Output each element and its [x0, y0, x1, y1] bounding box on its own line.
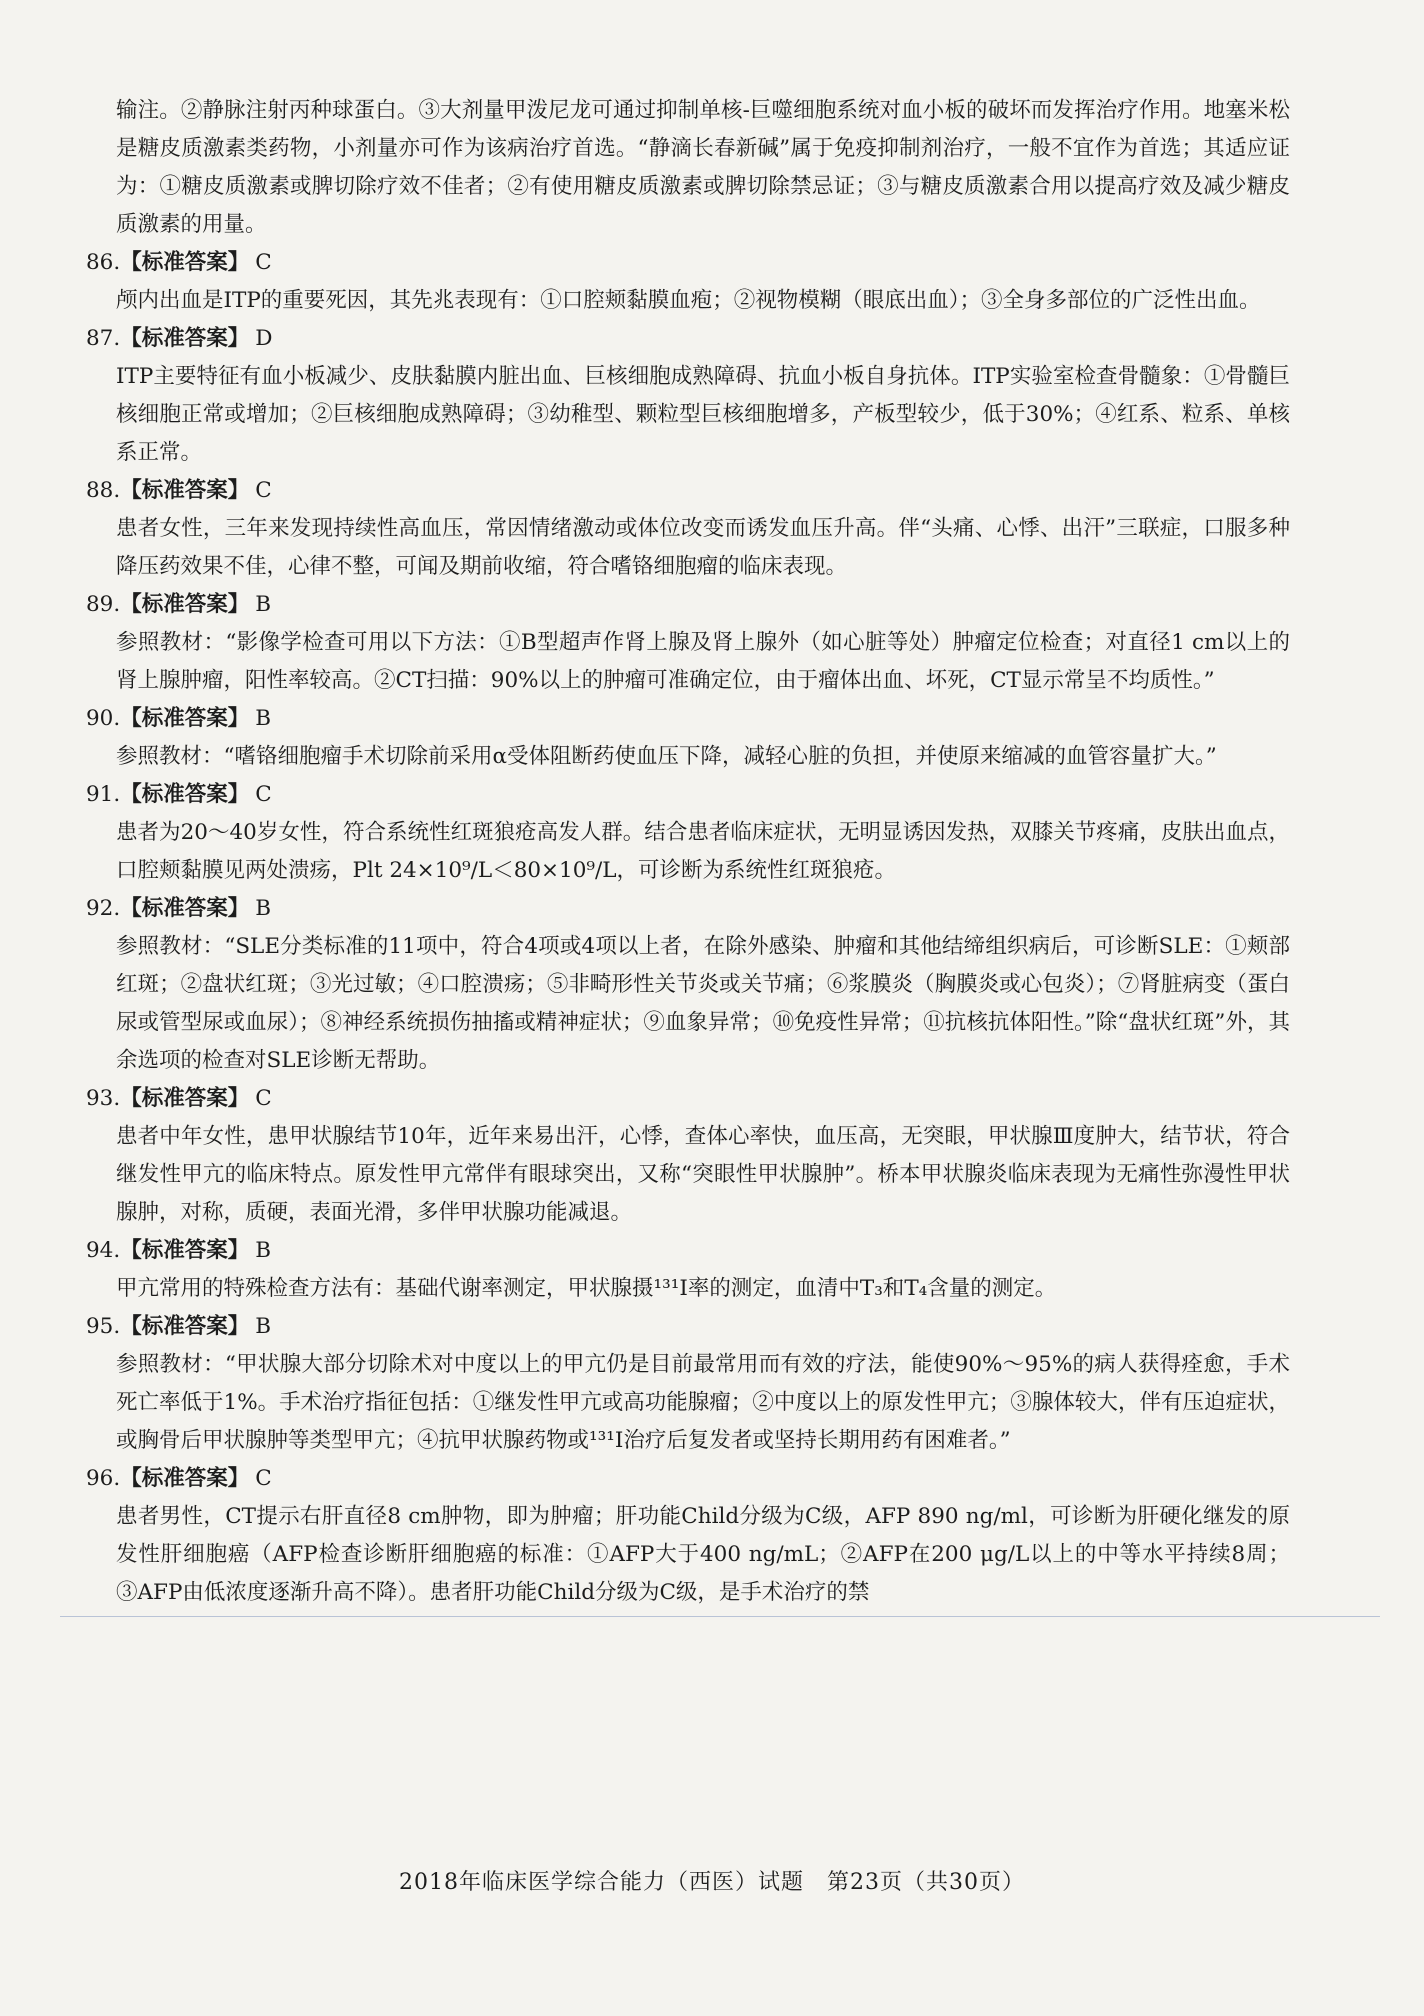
answer-explanation: 患者女性，三年来发现持续性高血压，常因情绪激动或体位改变而诱发血压升高。伴“头痛、心悸、出汗”三联症，口服多种降压药效果不佳，心律不整，可闻及期前收缩，符合嗜铬细胞瘤的临床表现。 [116, 516, 1290, 579]
answer-tag: 【标准答案】 [120, 478, 250, 503]
question-number: 87. [86, 326, 121, 351]
answer-tag: 【标准答案】 [120, 592, 250, 617]
answer-explanation: 患者为20～40岁女性，符合系统性红斑狼疮高发人群。结合患者临床症状，无明显诱因发热，双膝关节疼痛，皮肤出血点，口腔颊黏膜见两处溃疡，Plt 24×10⁹/L＜80×10⁹/L，可诊断为系统性红斑狼疮。 [116, 820, 1290, 883]
answer-letter: B [255, 1238, 272, 1263]
answer-heading [86, 1080, 1290, 1118]
answer-tag: 【标准答案】 [120, 706, 250, 731]
answer-explanation: ITP主要特征有血小板减少、皮肤黏膜内脏出血、巨核细胞成熟障碍、抗血小板自身抗体。ITP实验室检查骨髓象：①骨髓巨核细胞正常或增加；②巨核细胞成熟障碍；③幼稚型、颗粒型巨核细胞增多，产板型较少，低于30%；④红系、粒系、单核系正常。 [116, 364, 1290, 465]
answer-explanation: 参照教材：“嗜铬细胞瘤手术切除前采用α受体阻断药使血压下降，减轻心脏的负担，并使原来缩减的血管容量扩大。” [116, 744, 1217, 769]
answer-item [86, 1308, 1290, 1460]
answer-letter: C [255, 782, 272, 807]
scan-line [60, 1616, 1380, 1617]
question-number: 90. [86, 706, 121, 731]
answer-list [86, 244, 1290, 1612]
answer-heading [86, 776, 1290, 814]
answer-item [86, 1080, 1290, 1232]
answer-explanation: 参照教材：“SLE分类标准的11项中，符合4项或4项以上者，在除外感染、肿瘤和其他结缔组织病后，可诊断SLE：①颊部红斑；②盘状红斑；③光过敏；④口腔溃疡；⑤非畸形性关节炎或关节痛；⑥浆膜炎（胸膜炎或心包炎）；⑦肾脏病变（蛋白尿或管型尿或血尿）；⑧神经系统损伤抽搐或精神症状；⑨血象异常；⑩免疫性异常；⑪抗核抗体阳性。”除“盘状红斑”外，其余选项的检查对SLE诊断无帮助。 [116, 934, 1290, 1073]
answer-heading [86, 1460, 1290, 1498]
question-number: 91. [86, 782, 121, 807]
answer-tag: 【标准答案】 [120, 1238, 250, 1263]
answer-letter: C [255, 1466, 272, 1491]
answer-item [86, 586, 1290, 700]
answer-heading [86, 320, 1290, 358]
answer-item [86, 1460, 1290, 1612]
answer-explanation: 患者男性，CT提示右肝直径8 cm肿物，即为肿瘤；肝功能Child分级为C级，AFP 890 ng/ml，可诊断为肝硬化继发的原发性肝细胞癌（AFP检查诊断肝细胞癌的标准：①AFP大于400 ng/mL；②AFP在200 μg/L以上的中等水平持续8周；③AFP由低浓度逐渐升高不降）。患者肝功能Child分级为C级，是手术治疗的禁 [116, 1504, 1290, 1605]
question-number: 94. [86, 1238, 121, 1263]
answer-letter: B [255, 706, 272, 731]
question-number: 89. [86, 592, 121, 617]
answer-item [86, 472, 1290, 586]
answer-tag: 【标准答案】 [120, 1314, 250, 1339]
question-number: 86. [86, 250, 121, 275]
answer-item [86, 244, 1290, 320]
answer-letter: B [255, 896, 272, 921]
continued-paragraph: 输注。②静脉注射丙种球蛋白。③大剂量甲泼尼龙可通过抑制单核-巨噬细胞系统对血小板的破坏而发挥治疗作用。地塞米松是糖皮质激素类药物，小剂量亦可作为该病治疗首选。“静滴长春新碱”属于免疫抑制剂治疗，一般不宜作为首选；其适应证为：①糖皮质激素或脾切除疗效不佳者；②有使用糖皮质激素或脾切除禁忌证；③与糖皮质激素合用以提高疗效及减少糖皮质激素的用量。 [116, 98, 1290, 237]
answer-heading [86, 890, 1290, 928]
page-footer: 2018年临床医学综合能力（西医）试题 第23页（共30页） [399, 1870, 1025, 1895]
answer-tag: 【标准答案】 [120, 326, 250, 351]
answer-heading [86, 586, 1290, 624]
question-number: 93. [86, 1086, 121, 1111]
answer-explanation: 患者中年女性，患甲状腺结节10年，近年来易出汗，心悸，查体心率快，血压高，无突眼，甲状腺Ⅲ度肿大，结节状，符合继发性甲亢的临床特点。原发性甲亢常伴有眼球突出，又称“突眼性甲状腺肿”。桥本甲状腺炎临床表现为无痛性弥漫性甲状腺肿，对称，质硬，表面光滑，多伴甲状腺功能减退。 [116, 1124, 1290, 1225]
answer-explanation: 颅内出血是ITP的重要死因，其先兆表现有：①口腔颊黏膜血疱；②视物模糊（眼底出血）；③全身多部位的广泛性出血。 [116, 288, 1261, 313]
answer-heading [86, 1232, 1290, 1270]
answer-heading [86, 244, 1290, 282]
answer-item [86, 890, 1290, 1080]
answer-letter: C [255, 1086, 272, 1111]
answer-tag: 【标准答案】 [120, 782, 250, 807]
answer-explanation: 参照教材：“影像学检查可用以下方法：①B型超声作肾上腺及肾上腺外（如心脏等处）肿瘤定位检查；对直径1 cm以上的肾上腺肿瘤，阳性率较高。②CT扫描：90%以上的肿瘤可准确定位，由于瘤体出血、坏死，CT显示常呈不均质性。” [116, 630, 1290, 693]
question-number: 88. [86, 478, 121, 503]
answer-tag: 【标准答案】 [120, 250, 250, 275]
answer-item [86, 1232, 1290, 1308]
answer-tag: 【标准答案】 [120, 1466, 250, 1491]
answer-explanation: 参照教材：“甲状腺大部分切除术对中度以上的甲亢仍是目前最常用而有效的疗法，能使90%～95%的病人获得痊愈，手术死亡率低于1%。手术治疗指征包括：①继发性甲亢或高功能腺瘤；②中度以上的原发性甲亢；③腺体较大，伴有压迫症状，或胸骨后甲状腺肿等类型甲亢；④抗甲状腺药物或¹³¹I治疗后复发者或坚持长期用药有困难者。” [116, 1352, 1290, 1453]
answer-item [86, 700, 1290, 776]
answer-heading [86, 472, 1290, 510]
question-number: 95. [86, 1314, 121, 1339]
answer-letter: B [255, 1314, 272, 1339]
answer-explanation: 甲亢常用的特殊检查方法有：基础代谢率测定，甲状腺摄¹³¹I率的测定，血清中T₃和T₄含量的测定。 [116, 1276, 1057, 1301]
answer-letter: C [255, 250, 272, 275]
question-number: 92. [86, 896, 121, 921]
answer-tag: 【标准答案】 [120, 1086, 250, 1111]
answer-item [86, 776, 1290, 890]
answer-letter: B [255, 592, 272, 617]
answer-item [86, 320, 1290, 472]
answer-heading [86, 1308, 1290, 1346]
answer-heading [86, 700, 1290, 738]
answer-tag: 【标准答案】 [120, 896, 250, 921]
answer-letter: D [255, 326, 273, 351]
question-number: 96. [86, 1466, 121, 1491]
answer-letter: C [255, 478, 272, 503]
